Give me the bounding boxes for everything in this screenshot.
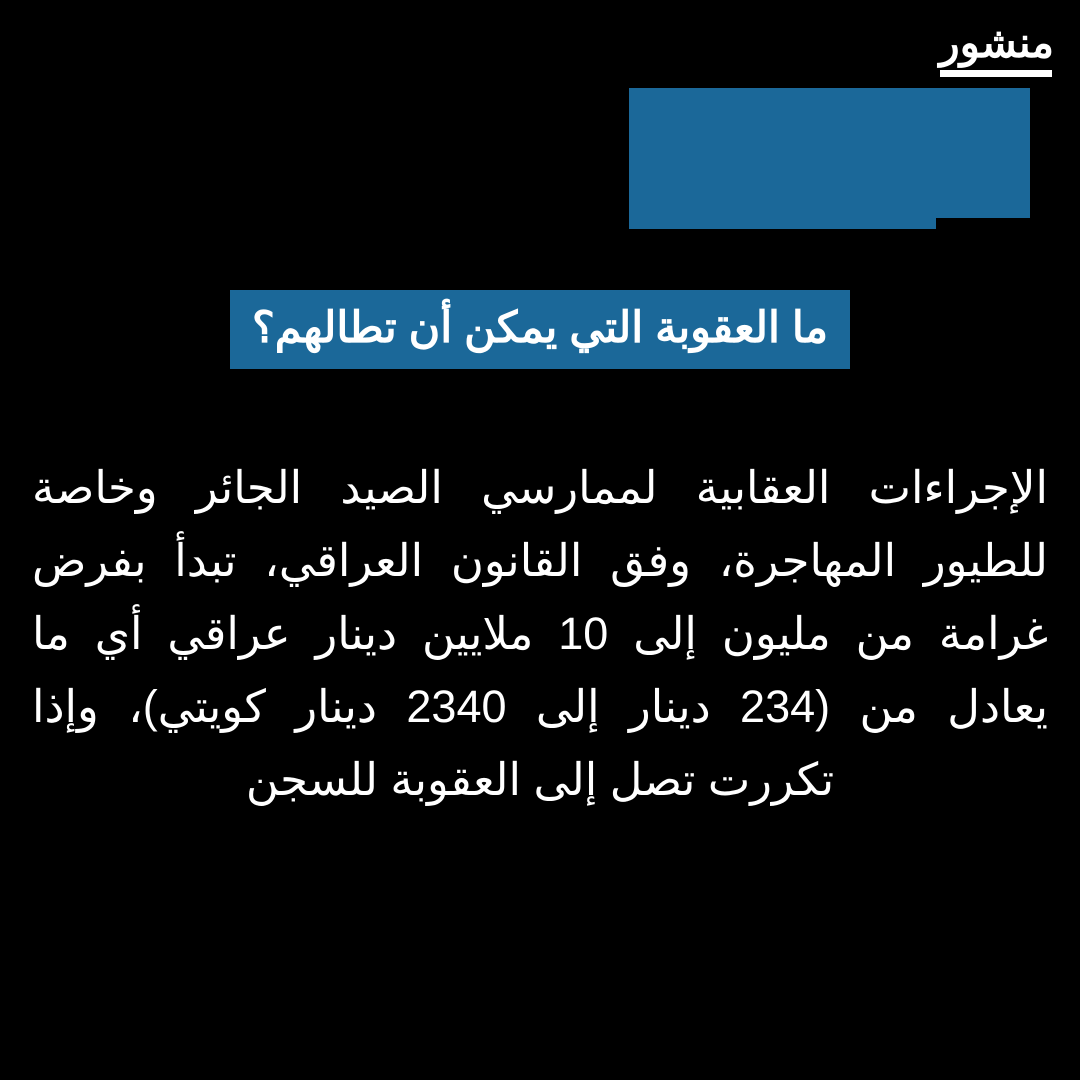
headline-container: [0, 290, 1080, 369]
manshoor-logo-text: منشور: [939, 19, 1054, 66]
body-paragraph: الإجراءات العقابية لممارسي الصيد الجائر وخاصة للطيور المهاجرة، وفق القانون العراقي، تبدأ بفرض غرامة من مليون إلى 10 ملايين دينار عراقي أي ما يعادل من (234 دينار إلى 2340 دينار كويتي)، وإذا تكررت تصل إلى العقوبة للسجن: [32, 462, 1048, 805]
headline-question: ما العقوبة التي يمكن أن تطالهم؟: [230, 290, 850, 369]
logo-underline: [940, 70, 1052, 77]
redacted-headline-block: [629, 88, 1030, 229]
manshoor-logo[interactable]: [939, 19, 1054, 77]
redacted-headline-block-2: [936, 218, 1030, 240]
